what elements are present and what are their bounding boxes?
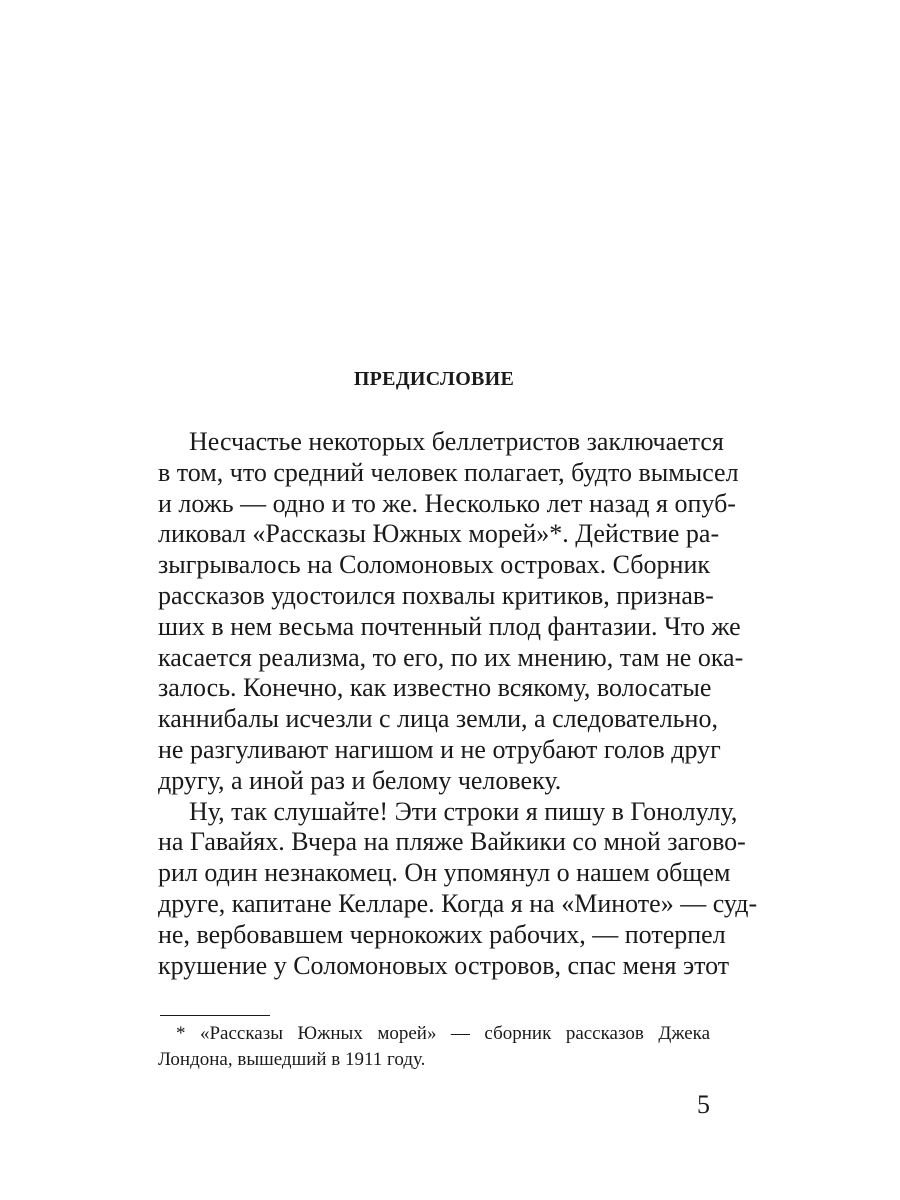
text-line: ших в нем весьма почтенный плод фантазии. Что же xyxy=(158,611,741,641)
text-line: другу, а иной раз и белому человеку. xyxy=(158,765,562,795)
body-text xyxy=(158,427,758,981)
text-line: Несчастье некоторых беллетристов заключается xyxy=(189,427,724,456)
text-line: каннибалы исчезли с лица земли, а следовательно, xyxy=(158,704,718,734)
text-line: и ложь — одно и то же. Несколько лет назад я опуб- xyxy=(158,488,736,518)
text-line: залось. Конечно, как известно всякому, волосатые xyxy=(158,673,712,703)
text-line: не, вербовавшем чернокожих рабочих, — потерпел xyxy=(158,919,726,949)
text-line: зыгрывалось на Соломоновых островах. Сборник xyxy=(158,550,710,580)
text-line: рассказов удостоился похвалы критиков, признав- xyxy=(158,580,714,610)
text-line: крушение у Соломоновых островов, спас меня этот xyxy=(158,950,730,980)
paragraph xyxy=(158,427,744,797)
footnote xyxy=(158,1021,710,1073)
text-line: друге, капитане Келларе. Когда я на «Миноте» — суд- xyxy=(158,888,758,918)
footnote-line: * «Рассказы Южных морей» — сборник рассказов Джека xyxy=(176,1023,710,1044)
chapter-heading: ПРЕДИСЛОВИЕ xyxy=(353,368,515,390)
text-line: касается реализма, то его, по их мнению, там не ока- xyxy=(158,642,744,672)
text-line: на Гавайях. Вчера на пляже Вайкики со мной загово- xyxy=(158,827,746,857)
page-number: 5 xyxy=(697,1090,710,1119)
paragraph xyxy=(158,796,758,982)
text-line: не разгуливают нагишом и не отрубают голов друг xyxy=(158,734,721,764)
footnote-line: Лондона, вышедший в 1911 году. xyxy=(158,1049,426,1070)
text-line: ликовал «Рассказы Южных морей»*. Действие ра- xyxy=(158,519,720,549)
footnote-divider xyxy=(160,1015,270,1016)
text-line: в том, что средний человек полагает, будто вымысел xyxy=(158,457,739,487)
text-line: рил один незнакомец. Он упомянул о нашем общем xyxy=(158,858,731,888)
text-line: Ну, так слушайте! Эти строки я пишу в Гонолулу, xyxy=(189,796,738,826)
